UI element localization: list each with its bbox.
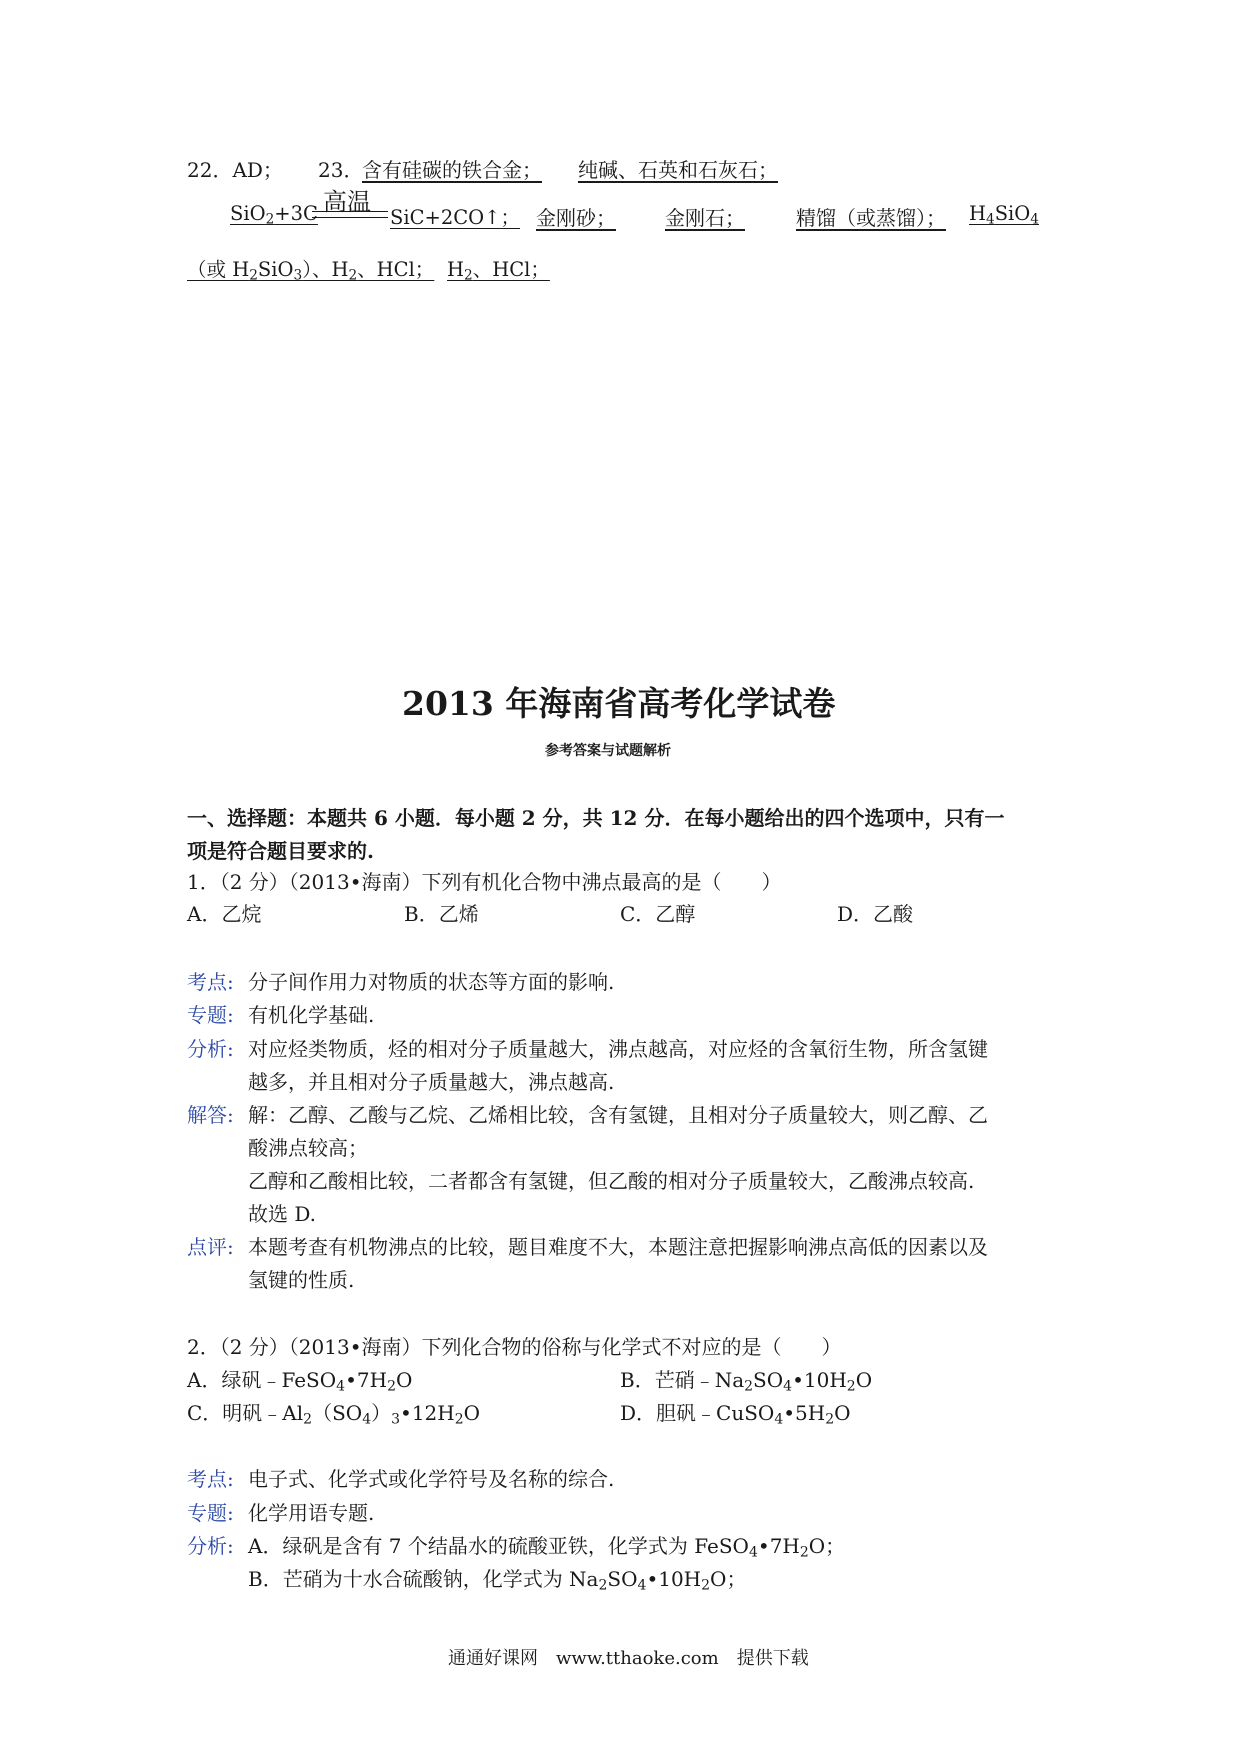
q2-kaodian: 电子式、化学式或化学符号及名称的综合. bbox=[248, 1467, 615, 1491]
page-footer: 通通好课网 www.tthaoke.com 提供下载 bbox=[448, 1648, 809, 1669]
equation-left: SiO$_2$+3C bbox=[230, 202, 318, 228]
q2-option-c: C．明矾$﹣Al_2(SO_4)_3•12H_2O$ bbox=[187, 1401, 481, 1428]
answer-23-item-1: 含有硅碳的铁合金； bbox=[362, 158, 542, 182]
q2-option-a: A．绿矾$﹣FeSO_4•7H_2O$ bbox=[187, 1368, 413, 1395]
q1-fenxi-line-2: 越多，并且相对分子质量越大，沸点越高. bbox=[248, 1070, 615, 1094]
answer-23-item-5: 精馏（或蒸馏）； bbox=[796, 206, 946, 230]
q1-jieda-line-3: 乙醇和乙酸相比较，二者都含有氢键，但乙酸的相对分子质量较大，乙酸沸点较高. bbox=[248, 1169, 975, 1193]
answer-23-item-2: 纯碱、石英和石灰石； bbox=[578, 158, 778, 182]
q2-zhuanti-label: 专题: bbox=[187, 1501, 234, 1525]
q2-option-b: B．芒硝$﹣Na_2SO_4•10H_2O$ bbox=[620, 1368, 873, 1395]
q2-kaodian-label: 考点: bbox=[187, 1467, 234, 1491]
q1-jieda-line-1: 解：乙醇、乙酸与乙烷、乙烯相比较，含有氢键，且相对分子质量较大，则乙醇、乙 bbox=[248, 1103, 988, 1127]
equation-equals-sign bbox=[312, 211, 388, 218]
q1-option-c: C．乙醇 bbox=[620, 902, 696, 926]
q1-zhuanti-label: 专题: bbox=[187, 1003, 234, 1027]
q1-option-d: D．乙酸 bbox=[837, 902, 914, 926]
q1-fenxi-line-1: 对应烃类物质，烃的相对分子质量越大，沸点越高，对应烃的含氧衍生物，所含氢键 bbox=[248, 1037, 988, 1061]
answer-23-item-3: 金刚砂； bbox=[536, 206, 616, 230]
q2-fenxi-label: 分析: bbox=[187, 1534, 234, 1558]
q1-dianping-line-1: 本题考查有机物沸点的比较，题目难度不大，本题注意把握影响沸点高低的因素以及 bbox=[248, 1235, 988, 1259]
equation-condition: 高温 bbox=[323, 188, 371, 216]
section-heading-line-2: 项是符合题目要求的. bbox=[187, 839, 374, 863]
q1-kaodian-label: 考点: bbox=[187, 970, 234, 994]
q2-zhuanti: 化学用语专题. bbox=[248, 1501, 375, 1525]
q2-stem: 2．（2 分）（2013•海南）下列化合物的俗称与化学式不对应的是（ ） bbox=[187, 1335, 842, 1359]
q1-zhuanti: 有机化学基础. bbox=[248, 1003, 375, 1027]
q1-jieda-line-4: 故选 D. bbox=[248, 1202, 317, 1226]
equation-right: SiC+2CO↑； bbox=[390, 206, 521, 229]
q1-option-b: B．乙烯 bbox=[404, 902, 479, 926]
answer-22: 22．AD； bbox=[187, 158, 283, 182]
answer-23-item-7: （或 $H_2SiO_3$）、$H_2$、HCl； bbox=[187, 258, 435, 284]
page-title: 2013 年海南省高考化学试卷 bbox=[402, 684, 836, 723]
q1-kaodian: 分子间作用力对物质的状态等方面的影响. bbox=[248, 970, 615, 994]
section-heading-line-1: 一、选择题：本题共 6 小题．每小题 2 分，共 12 分．在每小题给出的四个选项中，只有一 bbox=[187, 806, 1005, 830]
q1-dianping-label: 点评: bbox=[187, 1235, 234, 1259]
q1-jieda-label: 解答: bbox=[187, 1103, 234, 1127]
answer-23-item-8: $H_2$、HCl； bbox=[447, 258, 550, 284]
q1-dianping-line-2: 氢键的性质. bbox=[248, 1268, 355, 1292]
q1-option-a: A．乙烷 bbox=[187, 902, 262, 926]
q1-fenxi-label: 分析: bbox=[187, 1037, 234, 1061]
q1-stem: 1．（2 分）（2013•海南）下列有机化合物中沸点最高的是（ ） bbox=[187, 870, 782, 894]
answer-23-item-4: 金刚石； bbox=[665, 206, 745, 230]
q2-fenxi-line-b: B．芒硝为十水合硫酸钠，化学式为 $Na_2SO_4•10H_2O$； bbox=[248, 1567, 747, 1594]
answer-23-label: 23． bbox=[318, 158, 364, 182]
q2-fenxi-line-a: A．绿矾是含有 7 个结晶水的硫酸亚铁，化学式为 $FeSO_4•7H_2O$； bbox=[248, 1534, 846, 1561]
answer-23-item-6: $H_4SiO_4$ bbox=[969, 202, 1039, 228]
q2-option-d: D．胆矾$﹣CuSO_4•5H_2O$ bbox=[620, 1401, 851, 1428]
q1-jieda-line-2: 酸沸点较高； bbox=[248, 1136, 368, 1160]
page-subtitle: 参考答案与试题解析 bbox=[545, 743, 671, 759]
